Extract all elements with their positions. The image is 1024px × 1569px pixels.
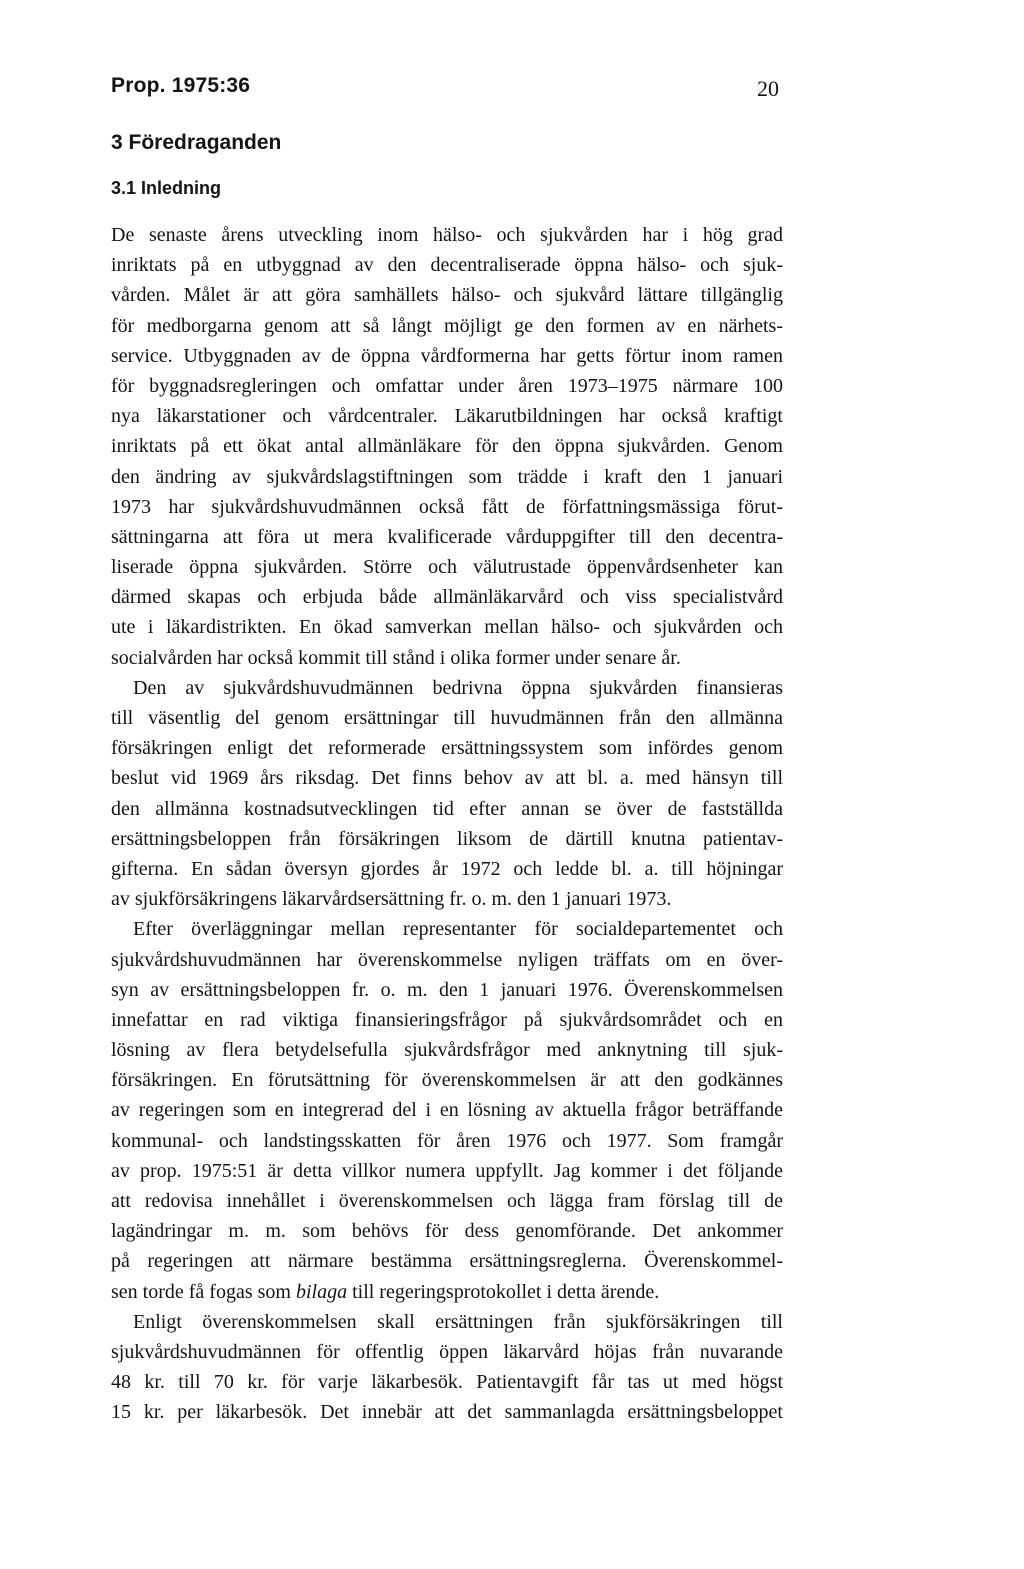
text-line: för medborgarna genom att så långt möjligt ge den formen av en närhets- <box>111 314 783 337</box>
text-line: sjukvårdshuvudmännen har överenskommelse nyligen träffats om en över- <box>111 948 783 971</box>
page-number: 20 <box>757 76 779 101</box>
text-line: liserade öppna sjukvården. Större och välutrustade öppenvårdsenheter kan <box>111 556 783 579</box>
text-line: innefattar en rad viktiga finansieringsfrågor på sjukvårdsområdet och en <box>111 1008 783 1031</box>
text-line: av regeringen som en integrerad del i en lösning av aktuella frågor beträffande <box>111 1099 783 1122</box>
bilaga-reference: bilaga <box>295 1280 348 1303</box>
paragraph-3 <box>111 914 783 1306</box>
text-line: Enligt överenskommelsen skall ersättningen från sjukförsäkringen till <box>133 1310 783 1333</box>
text-line: ersättningsbeloppen från försäkringen liksom de därtill knutna patientav- <box>111 827 783 850</box>
text-line: nya läkarstationer och vårdcentraler. Läkarutbildningen har också kraftigt <box>111 405 783 428</box>
text-line: på regeringen att närmare bestämma ersättningsreglerna. Överenskommel- <box>111 1250 783 1273</box>
text-line: för byggnadsregleringen och omfattar under åren 1973–1975 närmare 100 <box>111 374 783 397</box>
body-text <box>111 220 783 1428</box>
chapter-title: 3 Föredraganden <box>111 131 282 154</box>
text-line: lagändringar m. m. som behövs för dess genomförande. Det ankommer <box>111 1220 783 1243</box>
section-title: 3.1 Inledning <box>111 178 222 198</box>
text-line: syn av ersättningsbeloppen fr. o. m. den 1 januari 1976. Överenskommelsen <box>111 978 783 1001</box>
text-line: den ändring av sjukvårdslagstiftningen som trädde i kraft den 1 januari <box>111 465 783 488</box>
text-line: därmed skapas och erbjuda både allmänläkarvård och viss specialistvård <box>111 586 783 609</box>
text-line: försäkringen. En förutsättning för överenskommelsen är att den godkännes <box>111 1069 783 1092</box>
text-line: 48 kr. till 70 kr. för varje läkarbesök. Patientavgift får tas ut med högst <box>111 1371 783 1394</box>
text-line: den allmänna kostnadsutvecklingen tid efter annan se över de fastställda <box>111 797 783 820</box>
text-line: till väsentlig del genom ersättningar till huvudmännen från den allmänna <box>111 707 783 729</box>
text-line: Den av sjukvårdshuvudmännen bedrivna öppna sjukvården finansieras <box>133 676 783 699</box>
text-line: De senaste årens utveckling inom hälso- och sjukvården har i hög grad <box>111 224 783 246</box>
text-line: gifterna. En sådan översyn gjordes år 1972 och ledde bl. a. till höjningar <box>111 857 783 880</box>
text-line: ute i läkardistrikten. En ökad samverkan mellan hälso- och sjukvården och <box>111 616 783 639</box>
text-fragment: till regeringsprotokollet i detta ärende. <box>347 1280 660 1303</box>
text-line: sättningarna att föra ut mera kvalificerade vårduppgifter till den decentra- <box>111 525 783 548</box>
text-line: inriktats på ett ökat antal allmänläkare för den öppna sjukvården. Genom <box>111 435 783 458</box>
text-line: att redovisa innehållet i överenskommelsen och lägga fram förslag till de <box>111 1190 783 1212</box>
text-line: beslut vid 1969 års riksdag. Det finns behov av att bl. a. med hänsyn till <box>111 767 783 790</box>
text-line-with-bilaga <box>111 1277 783 1307</box>
text-line: inriktats på en utbyggnad av den decentraliserade öppna hälso- och sjuk- <box>111 254 783 277</box>
text-fragment: sen torde få fogas som <box>111 1280 296 1303</box>
paragraph-4 <box>111 1307 783 1428</box>
paragraph-2 <box>111 673 783 915</box>
paragraph-1 <box>111 220 783 673</box>
text-line: socialvården har också kommit till stånd i olika former under senare år. <box>111 646 681 669</box>
text-line: service. Utbyggnaden av de öppna vårdformerna har getts förtur inom ramen <box>111 344 783 367</box>
text-line: av prop. 1975:51 är detta villkor numera uppfyllt. Jag kommer i det följande <box>111 1159 783 1182</box>
text-line: vården. Målet är att göra samhällets hälso- och sjukvård lättare tillgänglig <box>111 284 783 307</box>
proposition-number: Prop. 1975:36 <box>111 74 251 97</box>
text-line: 15 kr. per läkarbesök. Det innebär att det sammanlagda ersättningsbeloppet <box>111 1401 783 1424</box>
text-line: sjukvårdshuvudmännen för offentlig öppen läkarvård höjas från nuvarande <box>111 1340 783 1363</box>
text-line: försäkringen enligt det reformerade ersättningssystem som infördes genom <box>111 737 783 760</box>
page-header <box>111 74 779 108</box>
text-line: kommunal- och landstingsskatten för åren 1976 och 1977. Som framgår <box>111 1129 783 1152</box>
text-line: lösning av flera betydelsefulla sjukvårdsfrågor med anknytning till sjuk- <box>111 1039 783 1062</box>
text-line: 1973 har sjukvårdshuvudmännen också fått de författningsmässiga förut- <box>111 495 783 518</box>
text-line: av sjukförsäkringens läkarvårdsersättning fr. o. m. den 1 januari 1973. <box>111 888 672 911</box>
text-line: Efter överläggningar mellan representanter för socialdepartementet och <box>133 918 783 941</box>
